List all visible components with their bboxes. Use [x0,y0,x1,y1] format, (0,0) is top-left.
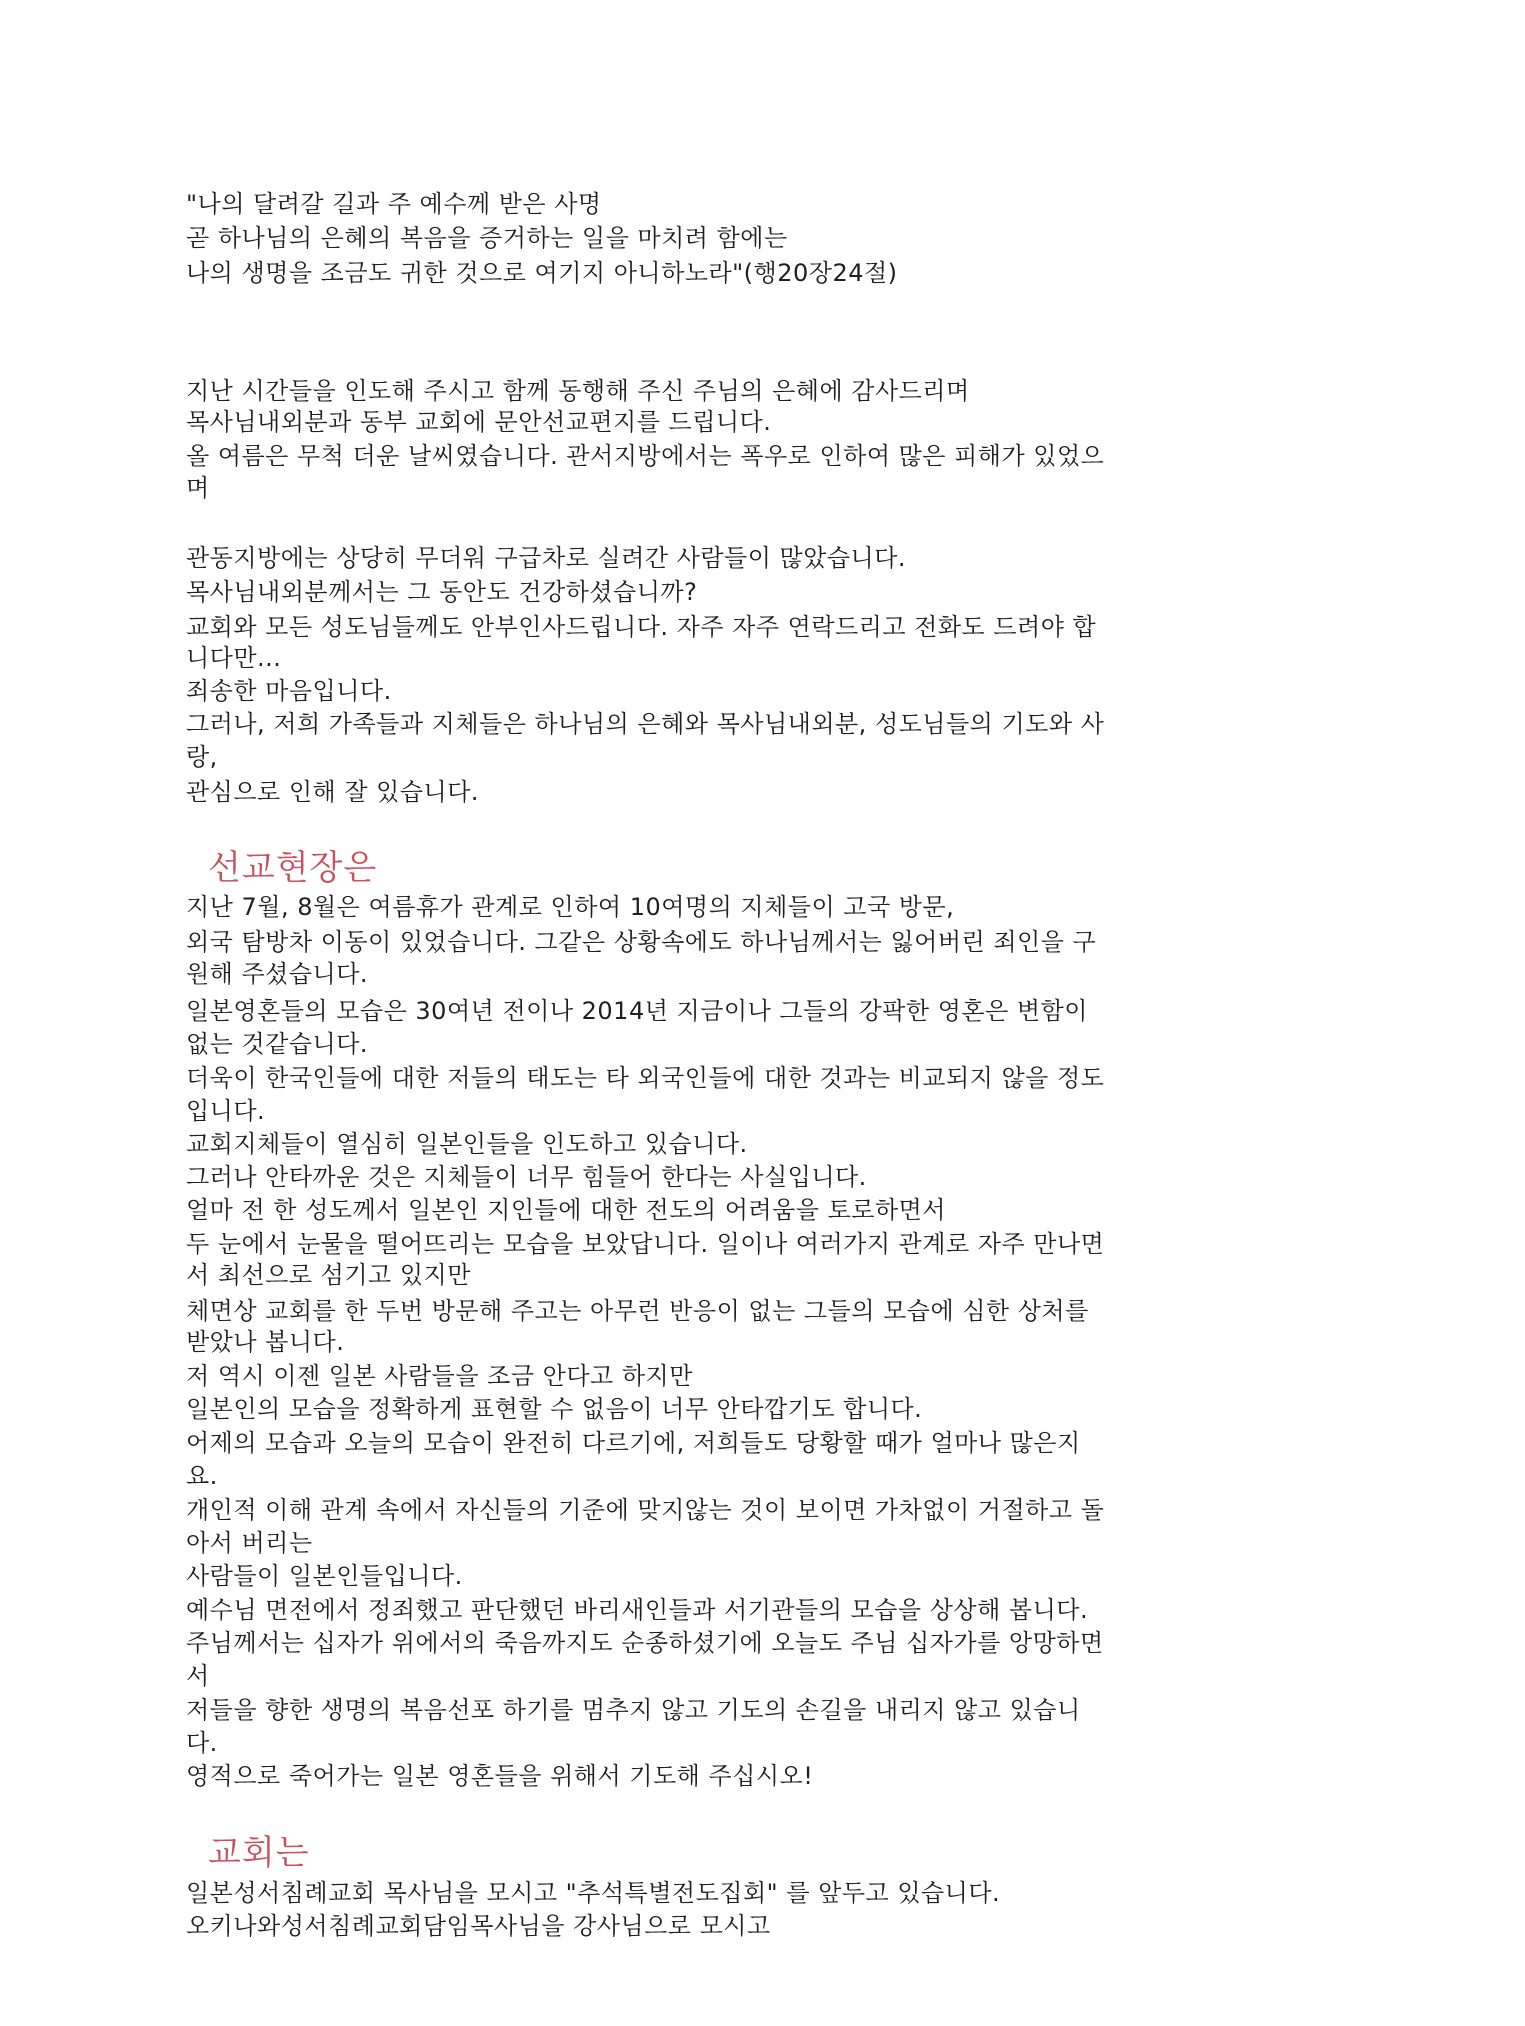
mission-line: 없는 것같습니다. [186,1030,369,1058]
mission-line: 더욱이 한국인들에 대한 저들의 태도는 타 외국인들에 대한 것과는 비교되지 않을 정도 [186,1064,1105,1092]
mission-heading: 선교현장은 [208,848,378,888]
wellbeing-line: 관심으로 인해 잘 있습니다. [186,778,480,806]
greeting-line: 올 여름은 무척 더운 날씨였습니다. 관서지방에서는 폭우로 인하여 많은 피해가 있었으 [186,442,1105,470]
mission-line: 두 눈에서 눈물을 떨어뜨리는 모습을 보았답니다. 일이나 여러가지 관계로 자주 만나면 [186,1230,1105,1258]
mission-line: 그러나 안타까운 것은 지체들이 너무 힘들어 한다는 사실입니다. [186,1163,867,1191]
mission-line: 주님께서는 십자가 위에서의 죽음까지도 순종하셨기에 오늘도 주님 십자가를 앙망하면 [186,1629,1104,1657]
wellbeing-line: 교회와 모든 성도님들께도 안부인사드립니다. 자주 자주 연락드리고 전화도 드려야 합 [186,613,1097,641]
mission-line: 개인적 이해 관계 속에서 자신들의 기준에 맞지않는 것이 보이면 가차없이 거절하고 돌 [186,1496,1105,1524]
church-line: 일본성서침례교회 목사님을 모시고 "추석특별전도집회" 를 앞두고 있습니다. [186,1879,1001,1907]
mission-line: 영적으로 죽어가는 일본 영혼들을 위해서 기도해 주십시오! [186,1762,814,1790]
wellbeing-line: 목사님내외분께서는 그 동안도 건강하셨습니까? [186,578,698,606]
verse-line: 나의 생명을 조금도 귀한 것으로 여기지 아니하노라"(행20장24절) [186,259,898,287]
verse-line: 곧 하나님의 은혜의 복음을 증거하는 일을 마치려 함에는 [186,224,788,252]
wellbeing-line: 죄송한 마음입니다. [186,677,392,705]
wellbeing-line: 니다만... [186,644,282,672]
mission-line: 체면상 교회를 한 두번 방문해 주고는 아무런 반응이 없는 그들의 모습에 심한 상처를 [186,1297,1089,1325]
mission-line: 요. [186,1462,218,1490]
greeting-line: 관동지방에는 상당히 무더워 구급차로 실려간 사람들이 많았습니다. [186,544,907,572]
wellbeing-line: 그러나, 저희 가족들과 지체들은 하나님의 은혜와 목사님내외분, 성도님들의 기도와 사 [186,710,1105,738]
greeting-line: 목사님내외분과 동부 교회에 문안선교편지를 드립니다. [186,408,772,436]
mission-line: 어제의 모습과 오늘의 모습이 완전히 다르기에, 저희들도 당황할 때가 얼마나 많은지 [186,1429,1081,1457]
mission-line: 저들을 향한 생명의 복음선포 하기를 멈추지 않고 기도의 손길을 내리지 않고 있습니 [186,1696,1081,1724]
mission-line: 입니다. [186,1097,266,1125]
mission-line: 얼마 전 한 성도께서 일본인 지인들에 대한 전도의 어려움을 토로하면서 [186,1196,946,1224]
church-heading: 교회는 [208,1833,310,1873]
mission-line: 일본영혼들의 모습은 30여년 전이나 2014년 지금이나 그들의 강팍한 영혼은 변함이 [186,997,1088,1025]
mission-line: 다. [186,1729,218,1757]
mission-line: 사람들이 일본인들입니다. [186,1562,463,1590]
wellbeing-line: 랑, [186,743,218,771]
mission-line: 지난 7월, 8월은 여름휴가 관계로 인하여 10여명의 지체들이 고국 방문, [186,893,955,921]
mission-line: 서 [186,1662,210,1690]
mission-line: 받았나 봅니다. [186,1328,345,1356]
mission-line: 아서 버리는 [186,1529,313,1557]
mission-line: 외국 탐방차 이동이 있었습니다. 그같은 상황속에도 하나님께서는 잃어버린 죄인을 구 [186,928,1097,956]
mission-line: 저 역시 이젠 일본 사람들을 조금 안다고 하지만 [186,1362,693,1390]
mission-line: 원해 주셨습니다. [186,960,369,988]
greeting-line: 지난 시간들을 인도해 주시고 함께 동행해 주신 주님의 은혜에 감사드리며 [186,377,970,405]
greeting-line: 며 [186,474,210,502]
church-line: 오키나와성서침례교회담임목사님을 강사님으로 모시고 [186,1912,771,1940]
mission-line: 서 최선으로 섬기고 있지만 [186,1261,471,1289]
mission-line: 교회지체들이 열심히 일본인들을 인도하고 있습니다. [186,1130,748,1158]
verse-line: "나의 달려갈 길과 주 예수께 받은 사명 [186,190,602,218]
mission-line: 예수님 면전에서 정죄했고 판단했던 바리새인들과 서기관들의 모습을 상상해 봅니다. [186,1596,1089,1624]
mission-line: 일본인의 모습을 정확하게 표현할 수 없음이 너무 안타깝기도 합니다. [186,1395,923,1423]
